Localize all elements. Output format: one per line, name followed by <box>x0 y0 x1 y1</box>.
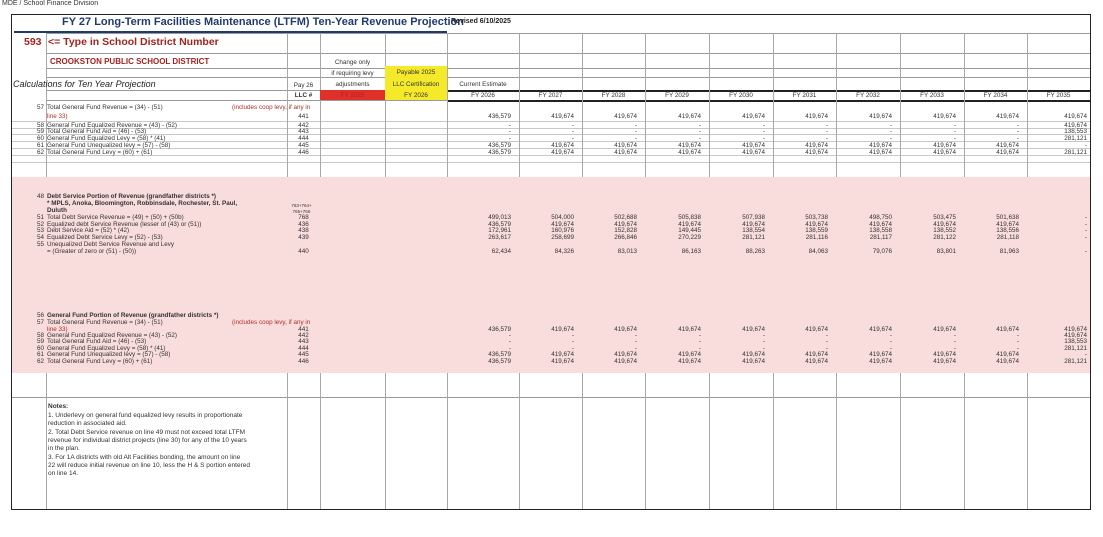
district-number-prompt: <= Type in School District Number <box>48 36 219 48</box>
note-line: 22 will reduce initial revenue on line 10, less the H & S portion entered <box>48 461 250 469</box>
value-cell[interactable]: 419,674 <box>869 113 892 120</box>
value-cell[interactable]: 138,554 <box>742 227 765 234</box>
value-cell[interactable]: 419,674 <box>551 149 574 156</box>
value-cell[interactable]: - <box>825 135 828 142</box>
value-cell[interactable]: - <box>1016 135 1019 142</box>
value-cell[interactable]: 419,674 <box>678 149 701 156</box>
value-cell[interactable]: 436,579 <box>488 221 511 228</box>
value-cell[interactable]: 419,674 <box>805 326 828 333</box>
year-header-fy-2032: FY 2032 <box>856 92 880 99</box>
value-cell[interactable]: 281,117 <box>869 234 892 241</box>
section-subheading: Duluth <box>47 207 67 214</box>
value-cell[interactable]: 436,579 <box>488 113 511 120</box>
value-cell[interactable]: 138,552 <box>933 227 956 234</box>
value-cell[interactable]: 501,638 <box>996 214 1019 221</box>
row-label: Total General Fund Revenue = (34) - (51) <box>47 319 163 326</box>
value-cell[interactable]: 281,121 <box>1064 149 1087 156</box>
line-number: 57 <box>36 319 44 326</box>
value-cell[interactable]: 172,961 <box>488 227 511 234</box>
value-cell[interactable]: - <box>953 338 956 345</box>
value-cell[interactable]: - <box>1084 351 1087 358</box>
row-label: General Fund Equalized Revenue = (43) - (52) <box>47 332 178 339</box>
value-cell[interactable]: 83,801 <box>936 248 956 255</box>
value-cell[interactable]: 419,674 <box>805 149 828 156</box>
value-cell[interactable]: 503,475 <box>933 214 956 221</box>
change-year-cell[interactable]: FY 2025 <box>320 90 385 100</box>
value-cell[interactable]: 419,674 <box>614 142 637 149</box>
division-label: MDE / School Finance Division <box>2 0 99 7</box>
value-cell[interactable]: - <box>571 338 574 345</box>
value-cell[interactable]: 419,674 <box>614 351 637 358</box>
value-cell[interactable]: 160,976 <box>551 227 574 234</box>
section-heading: Debt Service Portion of Revenue (grandfather districts *) <box>47 193 217 200</box>
llc-number: 444 <box>298 345 309 352</box>
llc-label: LLC # <box>294 92 313 99</box>
year-header-fy-2033: FY 2033 <box>920 92 944 99</box>
value-cell[interactable]: 419,674 <box>933 326 956 333</box>
value-cell[interactable]: 281,121 <box>1064 358 1087 365</box>
row-label: Total General Fund Aid = (46) - (53) <box>47 338 147 345</box>
value-cell[interactable]: 419,674 <box>869 221 892 228</box>
row-label: = (Greater of zero or (51) - (50)) <box>47 248 137 255</box>
value-cell[interactable]: 507,938 <box>742 214 765 221</box>
line-number: 51 <box>36 214 44 221</box>
row-label: Equalized Debt Service Levy = (52) - (53) <box>47 234 163 241</box>
value-cell[interactable]: 419,674 <box>678 358 701 365</box>
value-cell[interactable]: 419,674 <box>869 326 892 333</box>
year-header-fy-2026: FY 2026 <box>471 92 495 99</box>
value-cell[interactable]: - <box>1084 234 1087 241</box>
value-cell[interactable]: 419,674 <box>742 149 765 156</box>
current-estimate-label: Current Estimate <box>459 81 507 88</box>
value-cell[interactable]: 419,674 <box>742 221 765 228</box>
value-cell[interactable]: - <box>1084 248 1087 255</box>
value-cell[interactable]: - <box>698 128 701 135</box>
value-cell[interactable]: 266,846 <box>614 234 637 241</box>
value-cell[interactable]: 419,674 <box>551 326 574 333</box>
value-cell[interactable]: 83,013 <box>617 248 637 255</box>
llc-number: 442 <box>298 332 309 339</box>
value-cell[interactable]: 88,263 <box>745 248 765 255</box>
row-label: Total Debt Service Revenue = (49) + (50) + (50b) <box>47 214 184 221</box>
value-cell[interactable]: 419,674 <box>678 113 701 120</box>
value-cell[interactable]: - <box>762 135 765 142</box>
value-cell[interactable]: - <box>889 135 892 142</box>
line-number: 60 <box>36 345 44 352</box>
value-cell[interactable]: 436,579 <box>488 326 511 333</box>
value-cell[interactable]: - <box>762 122 765 129</box>
row-label: General Fund Equalized Levy = (58) * (41) <box>47 135 166 142</box>
change-only-label: if requiring levy <box>331 70 374 77</box>
page-title: FY 27 Long-Term Facilities Maintenance (LTFM) Ten-Year Revenue Projection <box>62 16 464 28</box>
value-cell[interactable]: - <box>825 122 828 129</box>
value-cell[interactable]: 419,674 <box>614 221 637 228</box>
value-cell[interactable]: - <box>953 128 956 135</box>
value-cell[interactable]: - <box>953 135 956 142</box>
value-cell[interactable]: 419,674 <box>742 142 765 149</box>
llc-number: 445 <box>298 351 309 358</box>
line-number: 57 <box>36 104 44 111</box>
llc-number: 439 <box>298 234 309 241</box>
value-cell[interactable]: 419,674 <box>869 149 892 156</box>
year-header-fy-2031: FY 2031 <box>792 92 817 99</box>
llc-number: 441 <box>298 113 309 120</box>
value-cell[interactable]: - <box>825 128 828 135</box>
value-cell[interactable]: - <box>571 135 574 142</box>
row-label: Debt Service Aid = (52) * (42) <box>47 227 130 234</box>
value-cell[interactable]: - <box>1084 214 1087 221</box>
row-label: Total General Fund Levy = (60) + (61) <box>47 358 153 365</box>
year-header-fy-2034: FY 2034 <box>983 92 1008 99</box>
value-cell[interactable]: 504,000 <box>551 214 574 221</box>
llc-number: 446 <box>298 358 309 365</box>
row-label: General Fund Unequalized levy = (57) - (58) <box>47 142 171 149</box>
row-label: General Fund Equalized Levy = (58) * (41) <box>47 345 166 352</box>
value-cell[interactable]: - <box>698 122 701 129</box>
value-cell[interactable]: 436,579 <box>488 149 511 156</box>
line-number: 56 <box>36 312 44 319</box>
value-cell[interactable]: 419,674 <box>996 351 1019 358</box>
value-cell[interactable]: - <box>634 332 637 339</box>
value-cell[interactable]: - <box>825 345 828 352</box>
year-header-fy-2029: FY 2029 <box>665 92 689 99</box>
llc-number: 443 <box>298 128 309 135</box>
district-number-input[interactable]: 593 <box>24 36 42 48</box>
value-cell[interactable]: - <box>1084 221 1087 228</box>
section-title: Calculations for Ten Year Projection <box>13 79 156 89</box>
row-label: General Fund Equalized Revenue = (43) - (52) <box>47 122 178 129</box>
value-cell[interactable]: 419,674 <box>933 358 956 365</box>
row-label: Total General Fund Levy = (60) + (61) <box>47 149 153 156</box>
value-cell[interactable]: 419,674 <box>805 351 828 358</box>
value-cell[interactable]: 62,434 <box>491 248 511 255</box>
value-cell[interactable]: 138,553 <box>1064 128 1087 135</box>
district-name: CROOKSTON PUBLIC SCHOOL DISTRICT <box>50 57 210 66</box>
value-cell[interactable]: 499,013 <box>488 214 511 221</box>
payable-label: Payable 2025 <box>396 69 436 76</box>
value-cell[interactable]: - <box>953 332 956 339</box>
value-cell[interactable]: 138,559 <box>805 227 828 234</box>
line-number: 59 <box>36 338 44 345</box>
note-line: reduction in associated aid. <box>48 420 127 428</box>
value-cell[interactable]: - <box>889 332 892 339</box>
line-number: 52 <box>36 221 44 228</box>
row-label: Total General Fund Aid = (46) - (53) <box>47 128 147 135</box>
value-cell[interactable]: - <box>953 122 956 129</box>
value-cell[interactable]: - <box>825 332 828 339</box>
value-cell[interactable]: 419,674 <box>742 351 765 358</box>
value-cell[interactable]: - <box>571 332 574 339</box>
value-cell[interactable]: - <box>634 135 637 142</box>
value-cell[interactable]: 86,163 <box>681 248 701 255</box>
llc-number: 438 <box>298 227 309 234</box>
value-cell[interactable]: - <box>1016 345 1019 352</box>
value-cell[interactable]: - <box>889 128 892 135</box>
value-cell[interactable]: 84,063 <box>808 248 828 255</box>
value-cell[interactable]: 419,674 <box>1064 113 1087 120</box>
revised-date: Revised 6/10/2025 <box>451 18 511 25</box>
llc-number: 446 <box>298 149 309 156</box>
value-cell[interactable]: - <box>571 122 574 129</box>
value-cell[interactable]: 138,558 <box>869 227 892 234</box>
value-cell[interactable]: 81,963 <box>999 248 1019 255</box>
value-cell[interactable]: - <box>508 345 511 352</box>
value-cell[interactable]: 281,122 <box>933 234 956 241</box>
value-cell[interactable]: 419,674 <box>805 113 828 120</box>
change-only-label: Change only <box>334 59 371 66</box>
value-cell[interactable]: - <box>1016 338 1019 345</box>
value-cell[interactable]: - <box>1016 122 1019 129</box>
sheet-frame <box>11 14 1091 510</box>
value-cell[interactable]: - <box>634 345 637 352</box>
section-subheading: * MPLS, Anoka, Bloomington, Robbinsdale, Rochester, St. Paul, <box>47 200 238 207</box>
value-cell[interactable]: - <box>698 345 701 352</box>
llc-number: 768 <box>298 214 309 221</box>
value-cell[interactable]: 419,674 <box>996 149 1019 156</box>
value-cell[interactable]: 419,674 <box>933 113 956 120</box>
value-cell[interactable]: 281,116 <box>805 234 828 241</box>
value-cell[interactable]: - <box>762 332 765 339</box>
value-cell[interactable]: - <box>508 332 511 339</box>
value-cell[interactable]: 419,674 <box>551 358 574 365</box>
value-cell[interactable]: 419,674 <box>614 149 637 156</box>
line-number: 60 <box>36 135 44 142</box>
value-cell[interactable]: 281,118 <box>996 234 1019 241</box>
llc-number: 444 <box>298 135 309 142</box>
value-cell[interactable]: 419,674 <box>678 326 701 333</box>
value-cell[interactable]: 258,699 <box>551 234 574 241</box>
value-cell[interactable]: 138,553 <box>1064 338 1087 345</box>
value-cell[interactable]: 419,674 <box>869 351 892 358</box>
line-number: 58 <box>36 332 44 339</box>
value-cell[interactable]: - <box>571 128 574 135</box>
value-cell[interactable]: - <box>889 122 892 129</box>
value-cell[interactable]: 419,674 <box>805 221 828 228</box>
value-cell[interactable]: 281,121 <box>742 234 765 241</box>
llc-number: 443 <box>298 338 309 345</box>
value-cell[interactable]: - <box>634 122 637 129</box>
value-cell[interactable]: 436,579 <box>488 142 511 149</box>
value-cell[interactable]: 419,674 <box>996 326 1019 333</box>
value-cell[interactable]: 138,556 <box>996 227 1019 234</box>
row-note: (includes coop levy, if any in <box>232 104 311 111</box>
value-cell[interactable]: 152,828 <box>614 227 637 234</box>
value-cell[interactable]: 419,674 <box>996 358 1019 365</box>
note-line: 1. Underlevy on general fund equalized levy results in proportionate <box>48 412 243 419</box>
row-label: General Fund Unequalized levy = (57) - (58) <box>47 351 171 358</box>
line-number: 61 <box>36 351 44 358</box>
year-header-fy-2027: FY 2027 <box>538 92 563 99</box>
value-cell[interactable]: - <box>889 338 892 345</box>
value-cell[interactable]: 419,674 <box>614 113 637 120</box>
section-heading: General Fund Portion of Revenue (grandfather districts *) <box>47 312 219 319</box>
value-cell[interactable]: 419,674 <box>933 351 956 358</box>
value-cell[interactable]: 419,674 <box>742 113 765 120</box>
llc-number: 442 <box>298 122 309 129</box>
payable-year-cell[interactable]: FY 2026 <box>385 90 447 100</box>
value-cell[interactable]: 419,674 <box>678 351 701 358</box>
note-line: on line 14. <box>48 470 78 478</box>
value-cell[interactable]: 281,121 <box>1064 135 1087 142</box>
value-cell[interactable]: - <box>508 135 511 142</box>
value-cell[interactable]: 419,674 <box>805 142 828 149</box>
llc-number: 765+766 <box>292 209 311 214</box>
pay-label: Pay 26 <box>293 82 314 89</box>
value-cell[interactable]: 419,674 <box>678 142 701 149</box>
value-cell[interactable]: 419,674 <box>869 358 892 365</box>
line-number: 59 <box>36 128 44 135</box>
llc-number: 445 <box>298 142 309 149</box>
value-cell[interactable]: 270,229 <box>678 234 701 241</box>
line-number: 58 <box>36 122 44 129</box>
value-cell[interactable]: - <box>698 338 701 345</box>
llc-number: 441 <box>298 326 309 333</box>
year-header-fy-2030: FY 2030 <box>729 92 753 99</box>
value-cell[interactable]: - <box>634 128 637 135</box>
payable-label: LLC Certification <box>392 81 440 88</box>
value-cell[interactable]: 419,674 <box>678 221 701 228</box>
line-number: 61 <box>36 142 44 149</box>
value-cell[interactable]: 419,674 <box>742 326 765 333</box>
value-cell[interactable]: 419,674 <box>933 149 956 156</box>
year-header-fy-2028: FY 2028 <box>601 92 626 99</box>
note-line: in the plan. <box>48 445 80 453</box>
value-cell[interactable]: 419,674 <box>551 113 574 120</box>
value-cell[interactable]: 419,674 <box>1064 332 1087 339</box>
value-cell[interactable]: 149,445 <box>678 227 701 234</box>
value-cell[interactable]: - <box>1016 332 1019 339</box>
value-cell[interactable]: - <box>508 122 511 129</box>
value-cell[interactable]: 503,738 <box>805 214 828 221</box>
value-cell[interactable]: 419,674 <box>742 358 765 365</box>
value-cell[interactable]: 263,617 <box>488 234 511 241</box>
row-label: Total General Fund Revenue = (34) - (51) <box>47 104 163 111</box>
value-cell[interactable]: 419,674 <box>805 358 828 365</box>
line-number: 62 <box>36 358 44 365</box>
llc-number: 440 <box>298 248 309 255</box>
value-cell[interactable]: 419,674 <box>1064 122 1087 129</box>
value-cell[interactable]: 281,121 <box>1064 345 1087 352</box>
row-label: Equalized debt Service Revenue (lesser of (43) or (51)) <box>47 221 202 228</box>
value-cell[interactable]: - <box>634 338 637 345</box>
value-cell[interactable]: 419,674 <box>1064 326 1087 333</box>
value-cell[interactable]: 419,674 <box>996 142 1019 149</box>
value-cell[interactable]: - <box>825 338 828 345</box>
value-cell[interactable]: 419,674 <box>551 351 574 358</box>
value-cell[interactable]: 419,674 <box>614 326 637 333</box>
value-cell[interactable]: - <box>1084 142 1087 149</box>
value-cell[interactable]: 419,674 <box>996 221 1019 228</box>
value-cell[interactable]: 436,579 <box>488 351 511 358</box>
value-cell[interactable]: - <box>762 128 765 135</box>
value-cell[interactable]: - <box>508 128 511 135</box>
row-note: line 33) <box>47 326 68 333</box>
value-cell[interactable]: 419,674 <box>869 142 892 149</box>
line-number: 62 <box>36 149 44 156</box>
value-cell[interactable]: 419,674 <box>933 142 956 149</box>
value-cell[interactable]: - <box>762 338 765 345</box>
line-number: 54 <box>36 234 44 241</box>
row-note: (includes coop levy, if any in <box>232 319 311 326</box>
line-number: 48 <box>36 193 44 200</box>
value-cell[interactable]: 419,674 <box>614 358 637 365</box>
line-number: 53 <box>36 227 44 234</box>
value-cell[interactable]: 84,326 <box>554 248 574 255</box>
value-cell[interactable]: 498,750 <box>869 214 892 221</box>
note-line: 2. Total Debt Service revenue on line 49 must not exceed total LTFM <box>48 428 246 436</box>
value-cell[interactable]: - <box>698 332 701 339</box>
value-cell[interactable]: - <box>698 135 701 142</box>
row-note: line 33) <box>47 113 68 120</box>
value-cell[interactable]: - <box>508 338 511 345</box>
value-cell[interactable]: 419,674 <box>933 221 956 228</box>
row-label: Unequalized Debt Service Revenue and Levy <box>47 241 175 248</box>
line-number: 55 <box>36 241 44 248</box>
note-line: revenue for individual district projects (line 30) for any of the 10 years <box>48 436 247 444</box>
change-only-label: adjustments <box>335 81 370 88</box>
value-cell[interactable]: 419,674 <box>996 113 1019 120</box>
value-cell[interactable]: 419,674 <box>551 142 574 149</box>
value-cell[interactable]: - <box>1084 227 1087 234</box>
value-cell[interactable]: - <box>1016 128 1019 135</box>
llc-number: 436 <box>298 221 309 228</box>
note-line: 3. For 1A districts with old Alt Facilities bonding, the amount on line <box>48 453 241 461</box>
notes-title: Notes: <box>48 403 69 410</box>
llc-number: 763+764+ <box>291 203 312 208</box>
value-cell[interactable]: 419,674 <box>551 221 574 228</box>
value-cell[interactable]: 79,076 <box>872 248 892 255</box>
value-cell[interactable]: 505,838 <box>678 214 701 221</box>
value-cell[interactable]: - <box>953 345 956 352</box>
value-cell[interactable]: - <box>889 345 892 352</box>
value-cell[interactable]: - <box>571 345 574 352</box>
year-header-fy-2035: FY 2035 <box>1046 92 1071 99</box>
value-cell[interactable]: 436,579 <box>488 358 511 365</box>
value-cell[interactable]: 502,688 <box>614 214 637 221</box>
value-cell[interactable]: - <box>762 345 765 352</box>
